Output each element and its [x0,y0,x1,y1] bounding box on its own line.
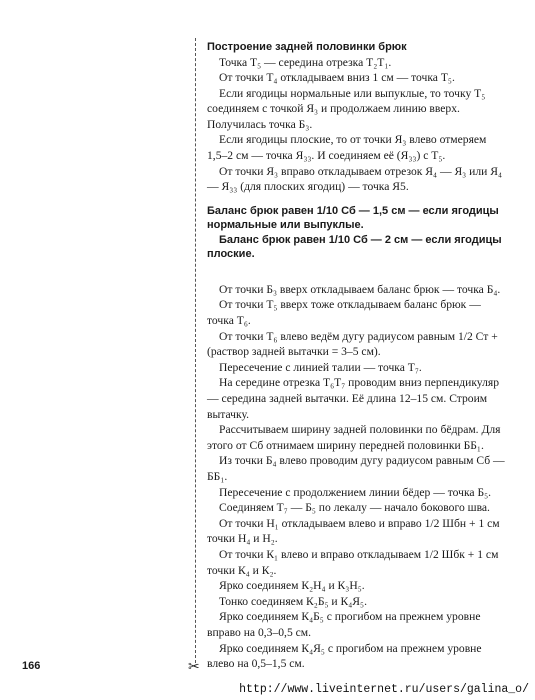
paragraph: От точки Н₁ откладываем влево и вправо 1/2 Шбн + 1 см точки Н₄ и Н₂. [207,516,500,546]
paragraph: Ярко соединяем К₄Б₅ с прогибом на прежнем уровне вправо на 0,3–0,5 см. [207,610,481,639]
paragraph: От точки Т₄ откладываем вниз 1 см — точка Т₅. [219,71,455,85]
scissors-icon: ✂ [188,659,200,675]
watermark-url[interactable]: http://www.liveinternet.ru/users/galina_o/ [239,683,529,696]
paragraph: От точки Я₃ вправо откладываем отрезок Я₄ — Я₃ или Я₄ — Я₃₃ (для плоских ягодиц) — точка Я5. [207,164,502,194]
paragraph: Если ягодицы плоские, то от точки Я₃ влево отмеряем 1,5–2 см — точка Я₃₃. И соединяем её (Я₃₃) с Т₅. [207,133,487,163]
dashed-cut-line [195,38,196,663]
paragraph: От точки Б₃ вверх откладываем баланс брюк — точка Б₄. [219,282,501,296]
paragraph: От точки К₁ влево и вправо откладываем 1/2 Шбк + 1 см точки К₄ и К₂. [207,547,499,577]
paragraph: Рассчитываем ширину задней половинки по бёдрам. Для этого от Сб отнимаем ширину передней половинки ББ₁. [207,423,501,452]
page-text [207,40,505,672]
paragraph: Ярко соединяем К₂Н₄ и К₃Н₅. [219,579,365,593]
balance-note-flat: Баланс брюк равен 1/10 Сб — 2 см — если ягодицы плоские. [207,233,502,261]
page-number: 166 [22,660,41,672]
paragraph: Ярко соединяем К₄Я₅ с прогибом на прежнем уровне влево на 0,5–1,5 см. [207,641,482,671]
paragraph: Если ягодицы нормальные или выпуклые, то точку Т₅ соединяем с точкой Я₃ и продолжаем линию вверх. Получилась точка Б₃. [207,86,486,131]
paragraph: Пересечение с продолжением линии бёдер — точка Б₅. [219,485,492,499]
paragraph: Точка Т₅ — середина отрезка Т₂Т₁. [219,55,392,69]
paragraph: От точки Т₅ вверх тоже откладываем баланс брюк — точка Т₆. [207,298,481,328]
paragraph: От точки Т₆ влево ведём дугу радиусом равным 1/2 Ст + (раствор задней вытачки = 3–5 см). [207,329,498,359]
paragraph: Из точки Б₄ влево проводим дугу радиусом равным Сб — ББ₁. [207,454,505,483]
paragraph: На середине отрезка Т₆Т₇ проводим вниз перпендикуляр — середина задней вытачки. Её длина 12–15 см. Строим вытачку. [207,376,499,421]
paragraph: Тонко соединяем К₂Б₅ и К₄Я₅. [219,594,367,608]
balance-note-normal: Баланс брюк равен 1/10 Сб — 1,5 см — если ягодицы нормальные или выпуклые. [207,204,499,232]
paragraph: Соединяем Т₇ — Б₅ по лекалу — начало бокового шва. [219,501,490,515]
section-heading: Построение задней половинки брюк [207,41,407,53]
paragraph: Пересечение с линией талии — точка Т₇. [219,360,422,374]
